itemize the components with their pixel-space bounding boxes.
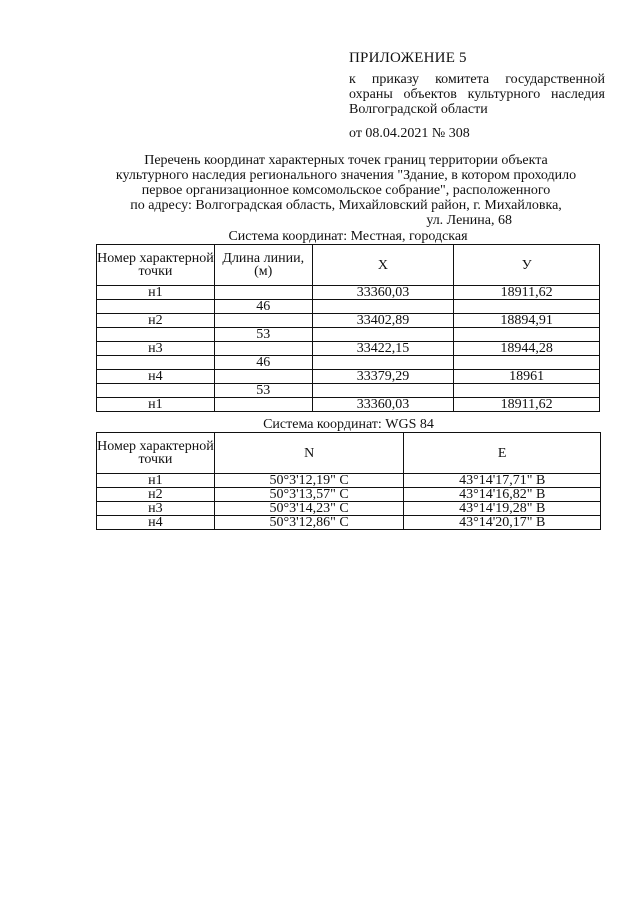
point-name: н1 <box>97 474 215 488</box>
point-name: н3 <box>97 342 215 356</box>
appendix-title: ПРИЛОЖЕНИЕ 5 <box>349 50 467 66</box>
table-row <box>97 342 600 356</box>
wgs-coordinates-table <box>96 432 601 530</box>
y-value: 18894,91 <box>454 314 600 328</box>
table-row <box>97 286 600 300</box>
title-line: по адресу: Волгоградская область, Михайловский район, г. Михайловка, <box>130 198 562 213</box>
table-row <box>97 502 601 516</box>
longitude-value: 43°14'17,71" В <box>404 474 601 488</box>
line-length: 46 <box>214 300 312 314</box>
local-table-caption: Система координат: Местная, городская <box>228 229 468 244</box>
x-value: 33422,15 <box>312 342 454 356</box>
order-line: Волгоградской области <box>349 102 488 117</box>
longitude-value: 43°14'19,28" В <box>404 502 601 516</box>
x-value: 33402,89 <box>312 314 454 328</box>
line-length: 53 <box>214 328 312 342</box>
point-name: н2 <box>97 314 215 328</box>
x-value: 33379,29 <box>312 370 454 384</box>
x-value: 33360,03 <box>312 398 454 412</box>
column-header: X <box>312 245 454 286</box>
y-value: 18911,62 <box>454 286 600 300</box>
longitude-value: 43°14'16,82" В <box>404 488 601 502</box>
title-line: первое организационное комсомольское собрание", расположенного <box>141 183 551 198</box>
table-row <box>97 356 600 370</box>
table-row <box>97 314 600 328</box>
table-header-row <box>97 433 601 474</box>
table-row <box>97 488 601 502</box>
column-header: Длина линии, (м) <box>214 245 312 286</box>
title-line: Перечень координат характерных точек границ территории объекта <box>144 153 548 168</box>
y-value: 18911,62 <box>454 398 600 412</box>
point-name: н4 <box>97 370 215 384</box>
latitude-value: 50°3'13,57" С <box>214 488 404 502</box>
y-value: 18944,28 <box>454 342 600 356</box>
table-row <box>97 384 600 398</box>
title-line: культурного наследия регионального значения "Здание, в котором проходило <box>115 168 577 183</box>
column-header: Номер характерной точки <box>97 245 215 286</box>
point-name: н1 <box>97 398 215 412</box>
y-value: 18961 <box>454 370 600 384</box>
column-header: У <box>454 245 600 286</box>
table-row <box>97 398 600 412</box>
latitude-value: 50°3'12,86" С <box>214 516 404 530</box>
order-line: охраны объектов культурного наследия <box>349 87 605 102</box>
local-coordinates-table <box>96 244 600 412</box>
order-line: к приказу комитета государственной <box>349 72 605 87</box>
x-value: 33360,03 <box>312 286 454 300</box>
point-name: н3 <box>97 502 215 516</box>
table-row <box>97 516 601 530</box>
table-row <box>97 474 601 488</box>
line-length: 46 <box>214 356 312 370</box>
order-date: от 08.04.2021 № 308 <box>349 126 470 141</box>
wgs-table-caption: Система координат: WGS 84 <box>263 417 434 432</box>
document-title <box>90 153 602 228</box>
column-header: Номер характерной точки <box>97 433 215 474</box>
point-name: н1 <box>97 286 215 300</box>
longitude-value: 43°14'20,17" В <box>404 516 601 530</box>
point-name: н4 <box>97 516 215 530</box>
column-header: N <box>214 433 404 474</box>
table-row <box>97 300 600 314</box>
title-line: ул. Ленина, 68 <box>426 213 512 228</box>
column-header: E <box>404 433 601 474</box>
line-length: 53 <box>214 384 312 398</box>
latitude-value: 50°3'14,23" С <box>214 502 404 516</box>
latitude-value: 50°3'12,19" С <box>214 474 404 488</box>
table-row <box>97 370 600 384</box>
table-row <box>97 328 600 342</box>
order-reference <box>349 72 605 117</box>
table-header-row <box>97 245 600 286</box>
point-name: н2 <box>97 488 215 502</box>
